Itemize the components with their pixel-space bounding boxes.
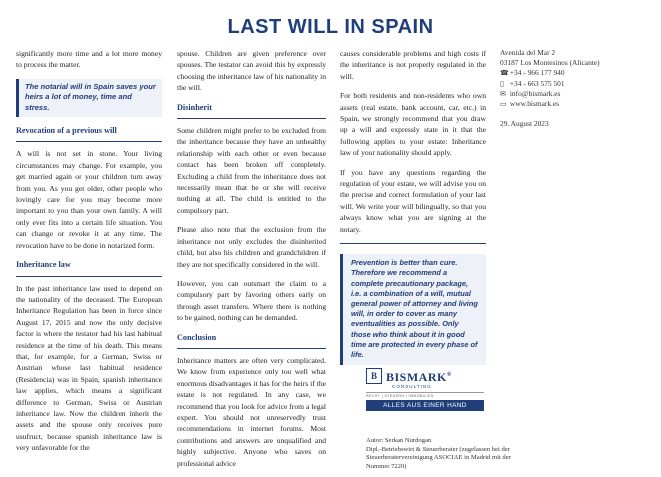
logo-name-text: BISMARK bbox=[386, 370, 447, 384]
paragraph: A will is not set in stone. Your living circumstances may change. For example, you get married again or your children turn away from you. As you get older, other people who lovingly care for you may become more important to you than your own family. A will only ever fits into a certain life situation. You can change or revoke it at any time. The revocation have to be done in notarized form. bbox=[16, 149, 162, 250]
web-row bbox=[500, 99, 650, 109]
address-city: 03187 Los Montesinos (Alicante) bbox=[500, 58, 600, 68]
paragraph: causes considerable problems and high costs if the inheritance is not properly regulated in the will. bbox=[340, 49, 486, 81]
paragraph: However, you can outsmart the claim to a compulsory part by favoring others early on through asset transfers. Where there is nothing to be gained, nothing can be demanded. bbox=[177, 278, 326, 323]
address-street: Avenida del Mar 2 bbox=[500, 48, 556, 57]
paragraph: significantly more time and a lot more money to process the matter. bbox=[16, 49, 162, 70]
phone-row bbox=[500, 68, 650, 78]
web-link[interactable]: www.bismark.es bbox=[509, 99, 560, 109]
divider bbox=[16, 276, 162, 277]
contact-block bbox=[500, 48, 650, 129]
logo-name bbox=[386, 369, 452, 383]
web-icon: ▭ bbox=[500, 100, 507, 109]
phone-number[interactable]: +34 - 966 177 940 bbox=[509, 68, 565, 78]
paragraph: Inheritance matters are often very complicated. We know from experience only too well what enormous disadvantages it has for the heirs if the estate is not regulated. In any case, we recommend that you look for advice from a legal expert. You should not unreservedly trust recommendations in internet forums. Most contributions and answers are unqualified and highly subjective. Anyone who saves on professional advice bbox=[177, 355, 326, 468]
logo-slogan-bar: ALLES AUS EINER HAND bbox=[366, 400, 484, 411]
email-icon: ✉ bbox=[500, 89, 506, 98]
paragraph: Some children might prefer to be excluded from the inheritance because they have an unhealthy relationship with each other or even because contact has been broken off completely. Excluding a child from the inheritance does not necessarily mean that he or she will receive nothing at all. The child is entitled to the compulsory part. bbox=[177, 126, 326, 215]
section-heading-inheritance-law: Inheritance law bbox=[16, 260, 71, 270]
mobile-number[interactable]: +34 - 663 575 501 bbox=[509, 78, 565, 88]
callout-box bbox=[16, 79, 162, 117]
divider bbox=[177, 118, 326, 119]
paragraph: For both residents and non-residents who own assets (real estate, bank account, car, etc.) in Spain, we strongly recommend that you draw up a will and expressly state in it that the following applies to your estate: Inheritance law of your nationality should apply. bbox=[340, 91, 486, 158]
column-1 bbox=[16, 48, 162, 462]
callout-text: Prevention is better than cure. Therefore we recommend a complete precautionary package, i.e. a combination of a will, mutual general power of attorney and living will, in order to cover as many eventualities as possible. Only those who think about it in good time are protected in every phase of life. bbox=[351, 258, 478, 359]
email-row bbox=[500, 89, 650, 99]
logo-mark-icon: B bbox=[366, 368, 382, 384]
author-name: Autor: Serkan Nurdogan bbox=[366, 437, 432, 444]
divider bbox=[177, 348, 326, 349]
section-heading-conclusion: Conclusion bbox=[177, 332, 217, 342]
callout-text: The notarial will in Spain saves your heirs a lot of money, time and stress. bbox=[25, 81, 156, 112]
mobile-icon: ▯ bbox=[500, 79, 504, 88]
column-3 bbox=[340, 48, 486, 373]
paragraph: spouse. Children are given preference over spouses. The testator can avoid this by expressly choosing the inheritance law of his nationality in the will. bbox=[177, 49, 326, 93]
registered-mark: ® bbox=[446, 372, 452, 378]
divider bbox=[340, 243, 486, 244]
page-title: LAST WILL IN SPAIN bbox=[227, 16, 434, 38]
author-block bbox=[366, 437, 516, 471]
paragraph: If you have any questions regarding the regulation of your estate, we will advise you on the precise and correct formulation of your last will. We write your will bilingually, so that you always know what you are signing at the notary. bbox=[340, 167, 486, 234]
mobile-row bbox=[500, 79, 650, 89]
paragraph: Please also note that the exclusion from the inheritance not only excludes the disinherited child, but also his children and grandchildren if they are not specifically considered in the will. bbox=[177, 225, 326, 269]
document-date: 29. August 2023 bbox=[500, 119, 549, 129]
section-heading-disinherit: Disinherit bbox=[177, 102, 213, 112]
logo-subtitle: CONSULTING bbox=[392, 384, 432, 389]
logo-tagline: RECHT | STEUERN | IMMOBILIEN bbox=[366, 392, 484, 398]
email-link[interactable]: info@bismark.es bbox=[509, 88, 561, 98]
divider bbox=[16, 141, 162, 142]
column-2 bbox=[177, 48, 326, 477]
section-heading-revocation: Revocation of a previous will bbox=[16, 126, 117, 136]
paragraph: In the past inheritance law used to depend on the nationality of the deceased. The European Inheritance Regulation has been in force since August 17, 2015 and now the only decisive factor is where the testator had his last habitual residence at the time of his death. This means that, for example, for a German, Swiss or Austrian whose last habitual residence (Residencia) was in Spain, spanish inheritance law applies, which means a significant difference to German, Swiss or Austrian inheritance law. Now the children inherit the assets and the spouse only receives pure usufruct, because spanish inheritance law is very unfavorable for the bbox=[16, 283, 162, 453]
author-credentials: Dipl.-Betriebswirt & Steuerberater (zugelassen bei der Steuerberatervereinigung ASOCIAE in Madrid mit der Nummer 7220) bbox=[366, 445, 511, 470]
callout-box-prevention bbox=[340, 254, 486, 365]
phone-icon: ☎ bbox=[500, 69, 509, 78]
company-logo bbox=[366, 368, 484, 428]
